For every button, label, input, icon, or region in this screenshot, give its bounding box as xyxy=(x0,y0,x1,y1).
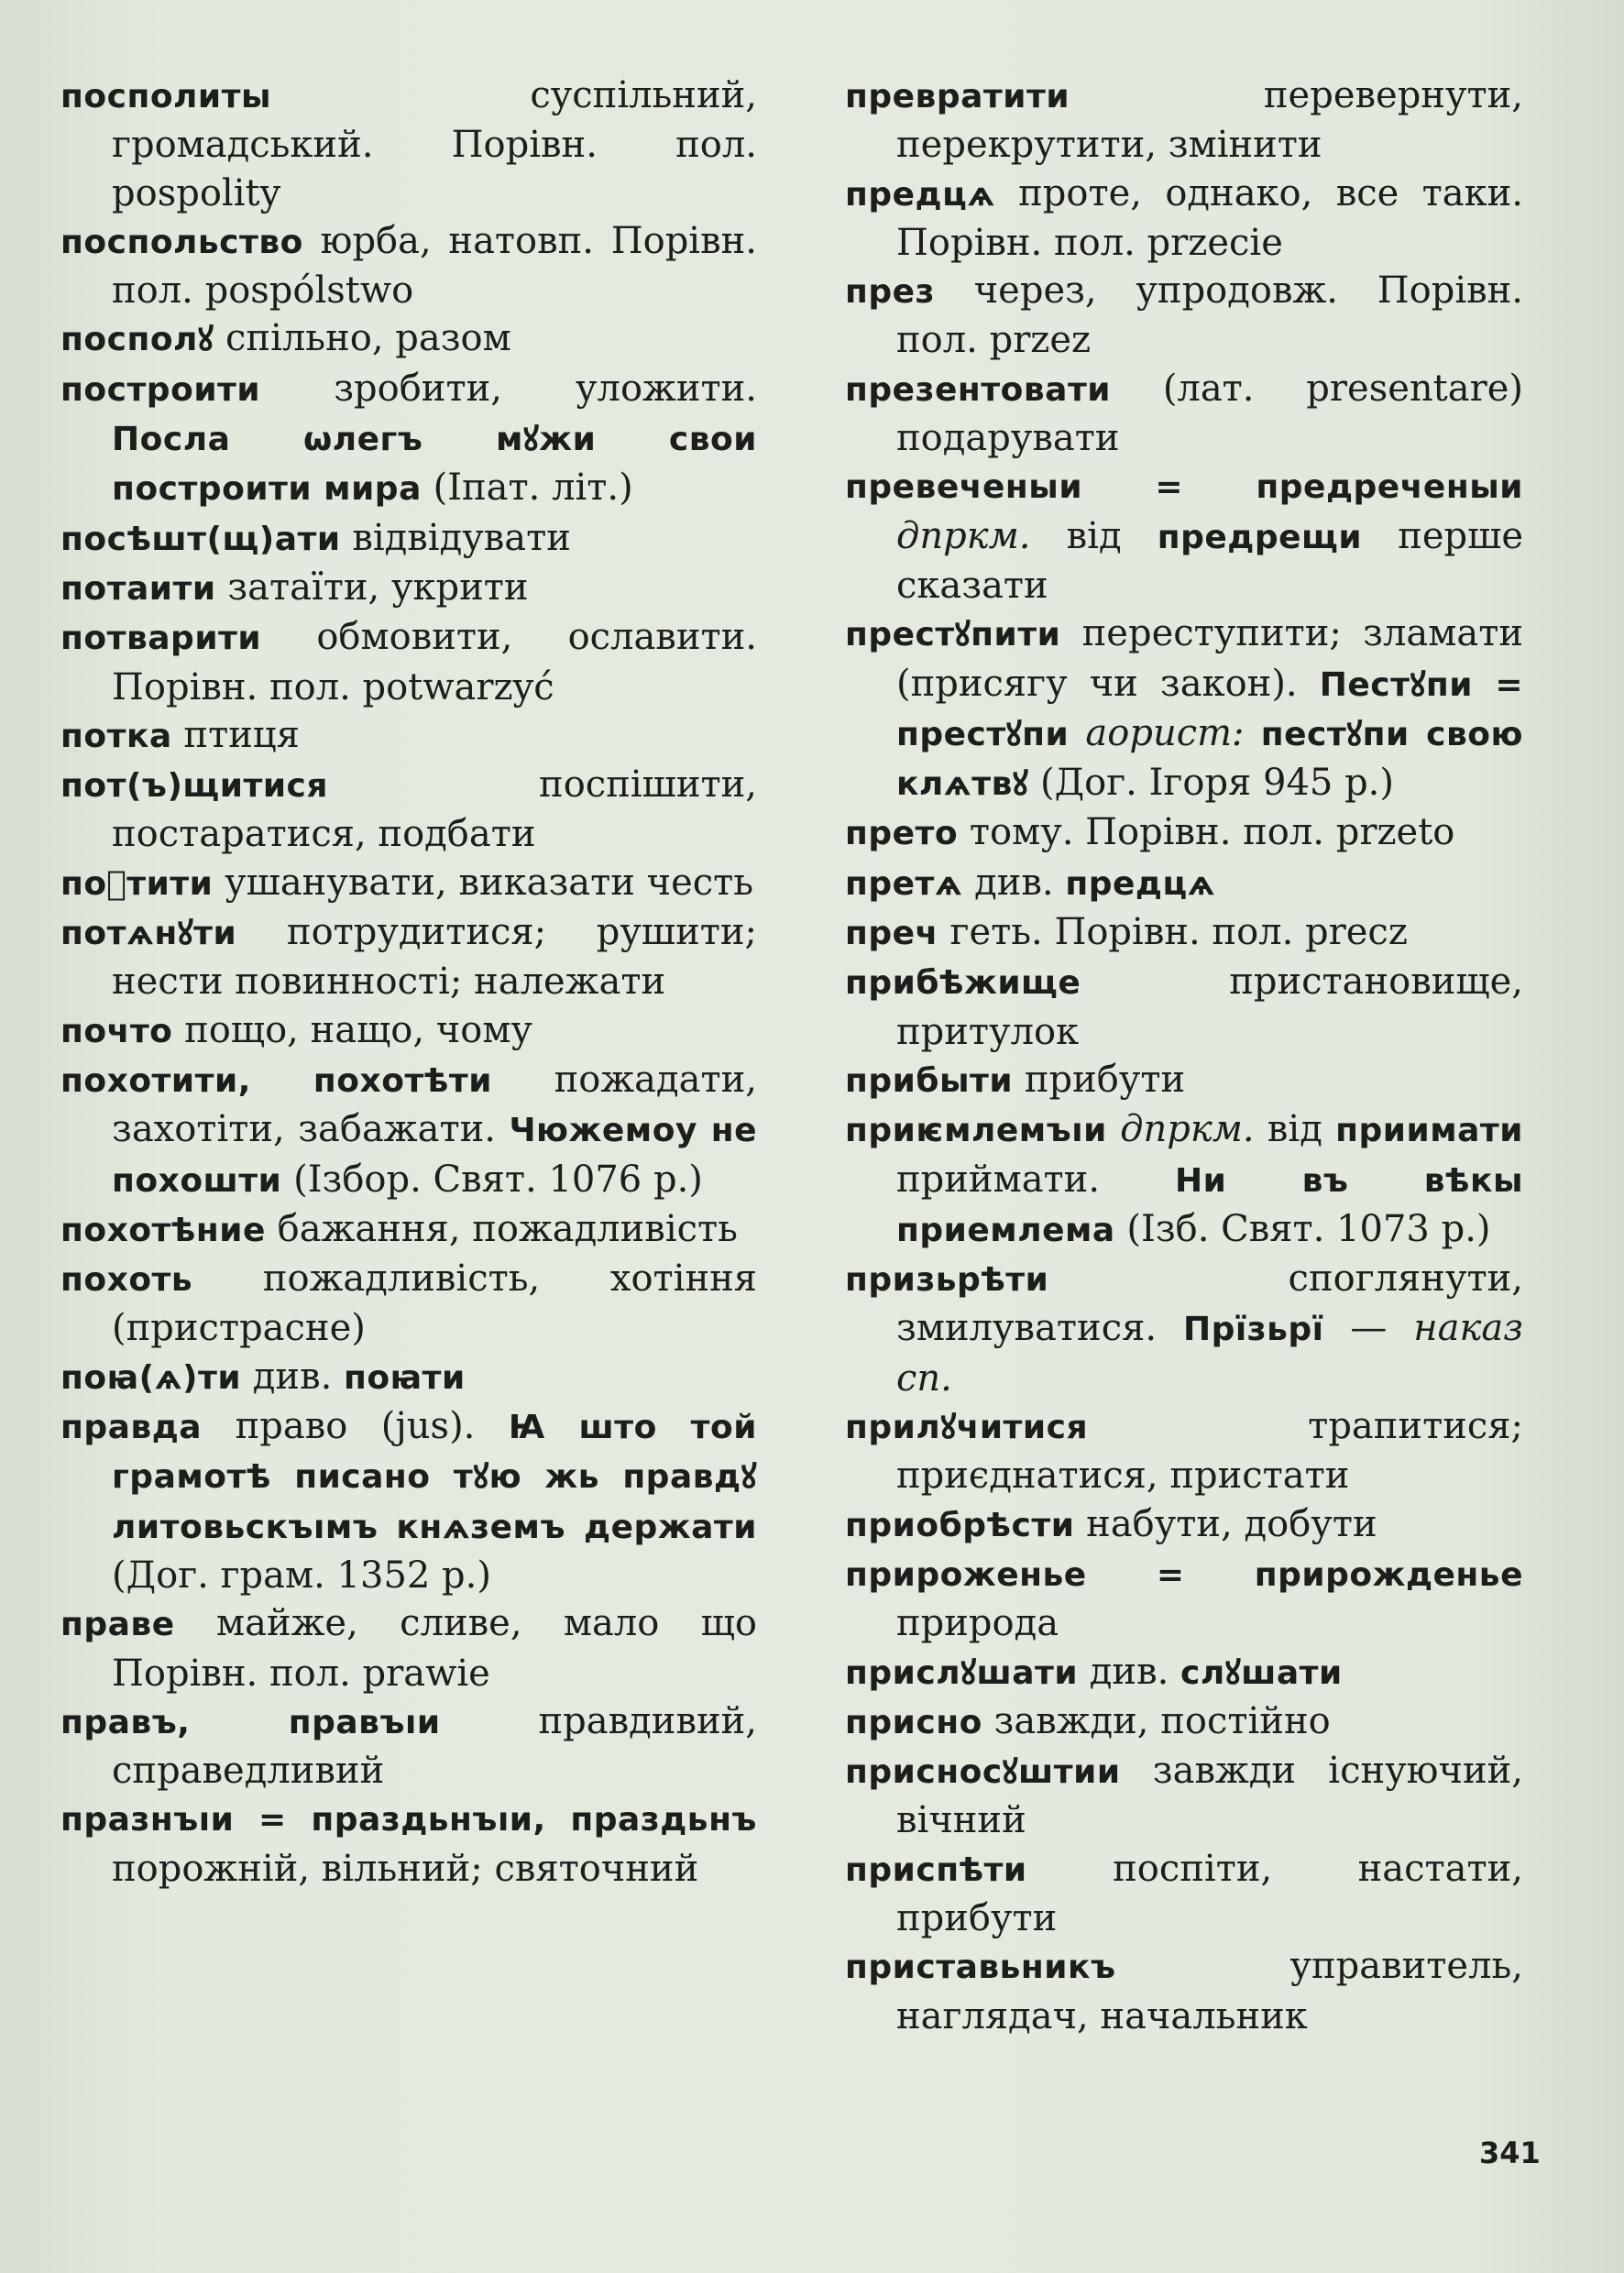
definition: право (jus). xyxy=(202,1405,509,1448)
entry xyxy=(60,908,757,1006)
entry xyxy=(60,1056,757,1205)
definition: проте, однако, все таки. Порівн. пол. przecie xyxy=(896,171,1523,264)
entry xyxy=(845,958,1523,1056)
definition: потрудитися; рушити; нести повинності; належати xyxy=(112,911,757,1004)
entry xyxy=(845,365,1523,463)
variant-form: Прїзьрї xyxy=(1182,1311,1324,1349)
source: (Іпат. літ.) xyxy=(421,467,633,510)
headword: призьрѣти xyxy=(845,1261,1049,1300)
headword: потка xyxy=(60,717,172,755)
grammar-label: дпркм. xyxy=(896,514,1031,557)
cross-reference: поꙗти xyxy=(344,1358,466,1397)
entry xyxy=(845,1402,1523,1500)
grammar-label: дпркм. xyxy=(1120,1108,1255,1151)
definition: набути, добути xyxy=(1074,1502,1377,1545)
entry xyxy=(845,71,1523,170)
headword: прироженье = прирожденье xyxy=(845,1555,1523,1594)
entry xyxy=(60,613,757,711)
headword: посполꙋ xyxy=(60,321,214,359)
headword: построити xyxy=(60,370,261,409)
definition: див. xyxy=(1078,1650,1181,1693)
definition: ушанувати, виказати честь xyxy=(213,861,754,904)
definition: приймати. xyxy=(896,1158,1176,1201)
cross-reference: приимати xyxy=(1335,1112,1524,1150)
definition: тому. Порівн. пол. przeto xyxy=(958,811,1455,854)
source: (Ізб. Свят. 1073 р.) xyxy=(1114,1207,1491,1250)
headword: присносꙋштии xyxy=(845,1753,1121,1792)
headword: прислꙋшати xyxy=(845,1653,1079,1692)
variant-form: Пестꙋпи = престꙋпи xyxy=(896,665,1523,753)
definition: затаїти, укрити xyxy=(215,566,529,609)
example-quote: Ꙗ што той грамотѣ писано тꙋю жь правдꙋ литовьскъıмъ кнѧземъ держати xyxy=(112,1409,757,1546)
headword: поⷱтити xyxy=(60,864,214,903)
entry xyxy=(60,1006,757,1056)
headword: потаити xyxy=(60,569,216,608)
headword: превеченыи = предреченыи xyxy=(845,468,1523,507)
definition: переступити; зламати (присягу чи закон). xyxy=(896,612,1523,705)
definition: поспіти, настати, прибути xyxy=(896,1847,1523,1939)
example-quote: Чюжемоу не похошти xyxy=(112,1112,758,1200)
headword: посѣшт(щ)ати xyxy=(60,520,341,558)
definition: бажання, пожадливість xyxy=(265,1207,738,1250)
entry xyxy=(845,1697,1523,1747)
definition: трапитися; приєднатися, пристати xyxy=(896,1405,1523,1498)
headword: презентовати xyxy=(845,370,1112,409)
headword: през xyxy=(845,273,935,312)
definition: пожадливість, хотіння (пристрасне) xyxy=(112,1257,757,1350)
definition: правдивий, справедливий xyxy=(112,1699,757,1793)
definition: завжди, постійно xyxy=(982,1699,1331,1742)
entry xyxy=(845,170,1523,268)
headword: потварити xyxy=(60,620,262,658)
definition: (лат. presentare) подарувати xyxy=(896,367,1523,460)
entry xyxy=(60,365,757,514)
entry xyxy=(60,761,757,859)
headword: предцѧ xyxy=(845,175,995,214)
definition: геть. Порівн. пол. precz xyxy=(938,911,1408,954)
entry xyxy=(845,462,1523,609)
entry xyxy=(845,859,1523,908)
definition: від xyxy=(1030,514,1158,557)
definition: поспішити, постаратися, подбати xyxy=(112,763,757,856)
definition: завжди існуючий, вічний xyxy=(896,1750,1523,1842)
headword: преч xyxy=(845,915,938,953)
entry xyxy=(60,217,757,315)
entry xyxy=(845,908,1523,958)
definition: див. xyxy=(962,861,1066,904)
definition: порожній, вільний; святочний xyxy=(112,1847,699,1890)
headword: похотити, похотѣти xyxy=(60,1061,492,1100)
definition xyxy=(1245,712,1261,754)
headword: правда xyxy=(60,1409,203,1447)
headword: престꙋпити xyxy=(845,616,1061,654)
headword: похоть xyxy=(60,1261,193,1300)
entry xyxy=(845,1500,1523,1550)
right-column xyxy=(845,71,1523,2040)
entry xyxy=(60,514,757,564)
headword: поꙗ(ѧ)ти xyxy=(60,1358,242,1397)
entry xyxy=(60,71,757,217)
entry xyxy=(845,1648,1523,1697)
entry xyxy=(845,1550,1523,1648)
entry xyxy=(845,609,1523,808)
entry xyxy=(60,314,757,364)
headword: пот(ъ)щитися xyxy=(60,767,328,806)
definition: зробити, уложити. xyxy=(260,367,757,410)
entry xyxy=(60,1599,757,1697)
headword: присно xyxy=(845,1703,982,1741)
definition: птиця xyxy=(171,713,300,756)
page-number: 341 xyxy=(1479,2136,1541,2170)
grammar-label: аорист: xyxy=(1085,711,1245,754)
entry xyxy=(60,1795,757,1893)
definition: відвідувати xyxy=(340,516,571,559)
headword: поспольство xyxy=(60,223,303,261)
definition xyxy=(1107,1108,1120,1150)
definition: див. xyxy=(241,1355,345,1398)
grammar-label: наказ сп. xyxy=(896,1307,1523,1400)
definition: перше сказати xyxy=(896,514,1524,607)
example-quote: Ни въ вѣкы приемлема xyxy=(896,1161,1524,1249)
entry xyxy=(845,1255,1523,1402)
definition: перевернути, перекрутити, змінити xyxy=(896,74,1523,167)
entry xyxy=(60,1205,757,1255)
headword: праве xyxy=(60,1606,175,1644)
definition: спільно, разом xyxy=(214,317,511,360)
definition: пристановище, притулок xyxy=(896,961,1523,1053)
definition: споглянути, змилуватися. xyxy=(896,1257,1523,1350)
definition: через, упродовж. Порівн. пол. przez xyxy=(896,269,1523,362)
entry xyxy=(60,1255,757,1353)
definition: суспільний, громадський. Порівн. пол. pospolity xyxy=(112,74,757,214)
definition: майже, сливе, мало що Порівн. пол. prawie xyxy=(112,1602,757,1695)
cross-reference: предрещи xyxy=(1157,518,1363,556)
example-quote: пестꙋпи свою клѧтвꙋ xyxy=(896,715,1524,804)
definition: пощо, нащо, чому xyxy=(172,1008,532,1051)
source: (Дог. Ігоря 945 р.) xyxy=(1028,762,1394,805)
entry xyxy=(60,564,757,613)
headword: приобрѣсти xyxy=(845,1506,1075,1544)
headword: посполиты xyxy=(60,78,272,115)
headword: похотѣние xyxy=(60,1211,266,1249)
cross-reference: слꙋшати xyxy=(1180,1653,1343,1692)
entry xyxy=(845,1105,1523,1255)
headword: прибыти xyxy=(845,1061,1014,1100)
headword: празнъıи = праздьнъıи, праздьнъ xyxy=(60,1801,757,1839)
definition: пожадати, захотіти, забажати. xyxy=(112,1058,757,1151)
headword: претѧ xyxy=(845,864,963,903)
definition: від xyxy=(1254,1108,1336,1151)
entry xyxy=(845,1845,1523,1943)
headword: почто xyxy=(60,1012,173,1050)
example-quote: Посла ѡлегъ мꙋжи свои построити мира xyxy=(112,421,757,509)
headword: потѧнꙋти xyxy=(60,915,237,953)
definition: юрба, натовп. Порівн. пол. pospólstwo xyxy=(112,219,757,313)
source: (Дог. грам. 1352 р.) xyxy=(112,1554,491,1597)
entry xyxy=(60,1402,757,1599)
headword: правъ, правъıи xyxy=(60,1703,441,1741)
definition: природа xyxy=(896,1602,1059,1645)
entry xyxy=(845,1747,1523,1845)
cross-reference: предцѧ xyxy=(1065,864,1216,903)
entry xyxy=(60,711,757,761)
headword: прибѣжище xyxy=(845,964,1081,1003)
definition: — xyxy=(1323,1307,1414,1350)
entry xyxy=(845,1056,1523,1105)
entry xyxy=(845,267,1523,365)
definition: управитель, наглядач, начальник xyxy=(896,1945,1523,2037)
definition: прибути xyxy=(1013,1058,1186,1101)
headword: приспѣти xyxy=(845,1850,1027,1889)
entry xyxy=(60,859,757,908)
definition: обмовити, ославити. Порівн. пол. potwarzyć xyxy=(112,616,757,708)
entry xyxy=(60,1353,757,1402)
entry xyxy=(845,1942,1523,2040)
headword: превратити xyxy=(845,78,1070,115)
headword: прилꙋчитися xyxy=(845,1409,1089,1447)
headword: прето xyxy=(845,815,959,853)
source: (Ізбор. Свят. 1076 р.) xyxy=(281,1158,703,1201)
left-column xyxy=(60,71,757,1893)
definition xyxy=(1069,712,1085,754)
entry xyxy=(845,808,1523,858)
headword: приставьникъ xyxy=(845,1949,1116,1987)
headword: приѥмлемъıи xyxy=(845,1112,1107,1150)
entry xyxy=(60,1697,757,1795)
